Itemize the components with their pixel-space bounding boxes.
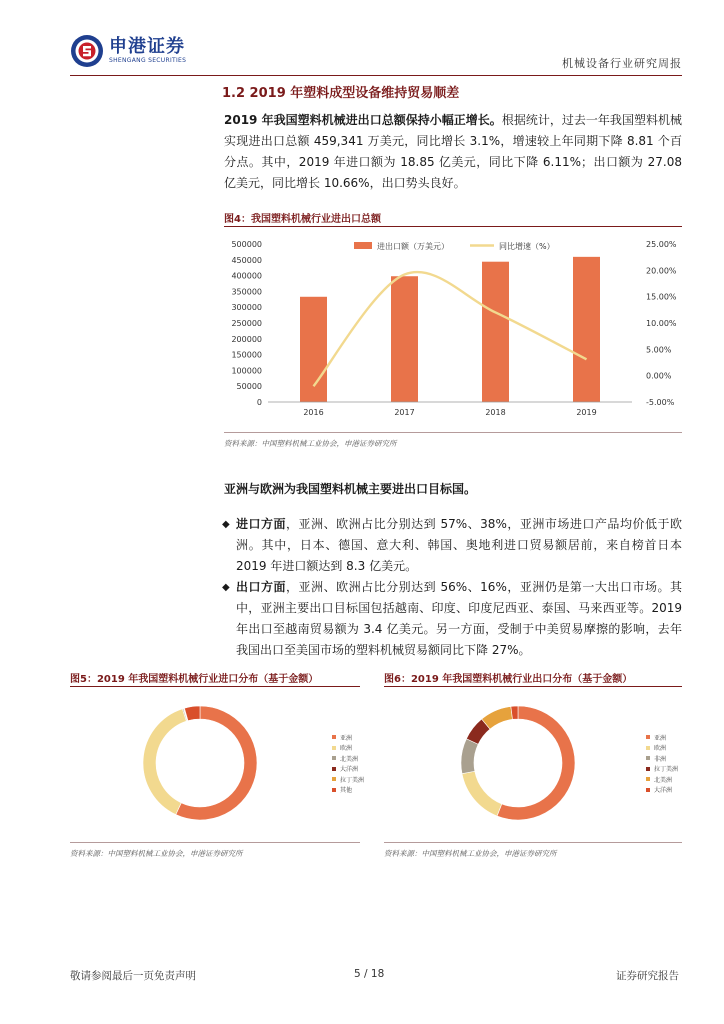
fig6-legend <box>646 732 678 795</box>
fig5-legend-item <box>332 764 364 775</box>
fig6-slice-2 <box>461 739 478 774</box>
fig4-left-tick: 450000 <box>231 255 262 265</box>
paragraph-regions-lead: 亚洲与欧洲为我国塑料机械主要进出口目标国。 <box>224 482 477 496</box>
fig5-legend-item <box>332 753 364 764</box>
fig6-legend-label: 亚洲 <box>654 734 667 742</box>
fig6-legend-swatch <box>646 746 650 750</box>
fig5-legend-item <box>332 774 364 785</box>
fig4-left-tick: 200000 <box>231 334 262 344</box>
shengang-logo-icon <box>70 34 104 68</box>
fig5-legend-label: 欧洲 <box>340 745 353 753</box>
paragraph-body: 根据统计，过去一年我国塑料机械实现进出口总额 459,341 万美元，同比增长 3.1%，增速较上年同期下降 8.81 个百分点。其中，2019 年进口额为 18.85 亿美元，同比下降 6.11%；出口额为 27.08 亿美元，同比增长 10.66%，出口势头良好。 <box>224 113 682 190</box>
fig4-bar-2017 <box>391 276 418 402</box>
fig5-legend-swatch <box>332 788 336 792</box>
fig6-slice-1 <box>462 771 502 816</box>
fig6-legend-item <box>646 743 678 754</box>
fig5-legend-item <box>332 743 364 754</box>
fig5-legend-label: 北美洲 <box>340 755 359 763</box>
fig4-left-tick: 350000 <box>231 287 262 297</box>
fig4-x-tick: 2017 <box>394 408 415 417</box>
fig6-donut-chart <box>384 690 682 840</box>
fig5-legend-label: 其他 <box>340 787 353 795</box>
fig4-x-tick: 2019 <box>576 408 597 417</box>
fig4-bottom-rule <box>224 432 682 433</box>
fig5-top-rule <box>70 686 360 687</box>
fig5-slice-1 <box>143 709 186 815</box>
report-type: 机械设备行业研究周报 <box>562 57 682 70</box>
fig5-bottom-rule <box>70 842 360 843</box>
fig6-legend-swatch <box>646 767 650 771</box>
fig5-legend-swatch <box>332 756 336 760</box>
section-title <box>70 79 682 101</box>
fig6-top-rule <box>384 686 682 687</box>
fig4-left-tick: 100000 <box>231 366 262 376</box>
bullet-export-lead: 出口方面 <box>236 580 287 594</box>
fig6-legend-item <box>646 732 678 743</box>
fig6-title: 图6：2019 年我国塑料机械行业出口分布（基于金额） <box>384 674 633 685</box>
fig4-title: 图4：我国塑料机械行业进出口总额 <box>224 214 381 225</box>
fig6-legend-label: 非洲 <box>654 755 667 763</box>
fig4-left-tick: 500000 <box>231 240 262 249</box>
footer-page-number: 5 / 18 <box>354 968 385 980</box>
fig4-left-tick: 300000 <box>231 303 262 313</box>
fig4-left-tick: 400000 <box>231 271 262 281</box>
fig4-left-tick: 50000 <box>236 382 262 392</box>
bullet-export-body: ，亚洲、欧洲占比分别达到 56%、16%，亚洲仍是第一大出口市场。其中，亚洲主要出口目标国包括越南、印度、印度尼西亚、泰国、马来西亚等。2019 年出口至越南贸易额为 3.4 亿美元。另一方面，受制于中美贸易摩擦的影响，去年我国出口至美国市场的塑料机械贸易额同比下降 27%。 <box>236 580 682 657</box>
page-header <box>70 34 682 76</box>
bullet-diamond-icon: ◆ <box>222 519 230 530</box>
fig5-legend-swatch <box>332 767 336 771</box>
fig5-legend-label: 亚洲 <box>340 734 353 742</box>
fig6-legend-label: 北美洲 <box>654 776 673 784</box>
fig6-legend-item <box>646 785 678 796</box>
fig5-legend-swatch <box>332 777 336 781</box>
logo <box>70 34 186 68</box>
fig4-right-tick: -5.00% <box>646 398 675 407</box>
bullet-export <box>224 577 682 661</box>
fig4-source: 资料来源：中国塑料机械工业协会，申港证券研究所 <box>224 439 397 448</box>
fig4-right-tick: 20.00% <box>646 266 677 276</box>
bullet-import <box>224 514 682 577</box>
bullet-import-body: ，亚洲、欧洲占比分别达到 57%、38%，亚洲市场进口产品均价低于欧洲。其中，日本、德国、意大利、韩国、奥地利进口贸易额居前，来自榜首日本 2019 年进口额达到 8.3 亿美元。 <box>236 517 682 573</box>
fig5-legend-swatch <box>332 735 336 739</box>
fig4-bar-2016 <box>300 297 327 402</box>
fig5-legend-swatch <box>332 746 336 750</box>
fig6-legend-label: 拉丁美洲 <box>654 766 679 774</box>
bullet-import-lead: 进口方面 <box>236 517 287 531</box>
fig4-x-tick: 2018 <box>485 408 506 417</box>
fig6-legend-swatch <box>646 788 650 792</box>
fig4-legend-bar-label: 进出口额（万美元） <box>377 242 449 251</box>
fig4-bar-2019 <box>573 257 600 402</box>
footer-disclaimer: 敬请参阅最后一页免责声明 <box>70 970 196 982</box>
fig6-legend-label: 欧洲 <box>654 745 667 753</box>
fig4-right-tick: 15.00% <box>646 292 677 302</box>
fig5-legend-item <box>332 785 364 796</box>
fig4-legend-line-label: 同比增速（%） <box>499 242 555 251</box>
fig5-legend-label: 大洋洲 <box>340 766 359 774</box>
fig6-legend-item <box>646 764 678 775</box>
fig6-legend-label: 大洋洲 <box>654 787 673 795</box>
fig5-title: 图5：2019 年我国塑料机械行业进口分布（基于金额） <box>70 674 319 685</box>
fig6-source: 资料来源：中国塑料机械工业协会，申港证券研究所 <box>384 849 557 858</box>
fig6-slice-0 <box>497 706 575 820</box>
footer-report-label: 证券研究报告 <box>616 970 679 982</box>
fig4-legend-bar-swatch <box>354 242 372 249</box>
fig4-top-rule <box>224 226 682 227</box>
fig4-chart <box>224 230 682 430</box>
fig5-legend-item <box>332 732 364 743</box>
fig6-bottom-rule <box>384 842 682 843</box>
fig5-donut-chart <box>70 690 360 840</box>
fig6-legend-swatch <box>646 735 650 739</box>
fig4-bar-2018 <box>482 262 509 402</box>
fig4-right-tick: 25.00% <box>646 240 677 249</box>
fig5-legend <box>332 732 364 795</box>
paragraph-regions <box>224 479 682 500</box>
section-title-text: 1.2 2019 年塑料成型设备维持贸易顺差 <box>222 86 460 101</box>
fig6-legend-swatch <box>646 756 650 760</box>
fig4-left-tick: 0 <box>256 398 262 407</box>
fig4-right-tick: 0.00% <box>646 371 672 381</box>
fig4-growth-line <box>314 272 587 386</box>
fig4-left-tick: 250000 <box>231 319 262 328</box>
paragraph-trade-total <box>224 110 682 194</box>
bullet-diamond-icon: ◆ <box>222 582 230 593</box>
paragraph-lead: 2019 年我国塑料机械进出口总额保持小幅正增长。 <box>224 113 502 127</box>
fig6-legend-item <box>646 774 678 785</box>
fig4-right-tick: 10.00% <box>646 319 677 328</box>
fig6-legend-item <box>646 753 678 764</box>
fig4-x-tick: 2016 <box>303 408 324 417</box>
logo-cn-text: 申港证券 <box>109 36 185 57</box>
logo-en-text: SHENGANG SECURITIES <box>109 57 187 64</box>
fig5-legend-label: 拉丁美洲 <box>340 776 365 784</box>
fig4-right-tick: 5.00% <box>646 345 672 355</box>
fig5-source: 资料来源：中国塑料机械工业协会，申港证券研究所 <box>70 849 243 858</box>
fig5-slice-0 <box>176 706 257 820</box>
fig6-legend-swatch <box>646 777 650 781</box>
fig4-left-tick: 150000 <box>231 350 262 360</box>
